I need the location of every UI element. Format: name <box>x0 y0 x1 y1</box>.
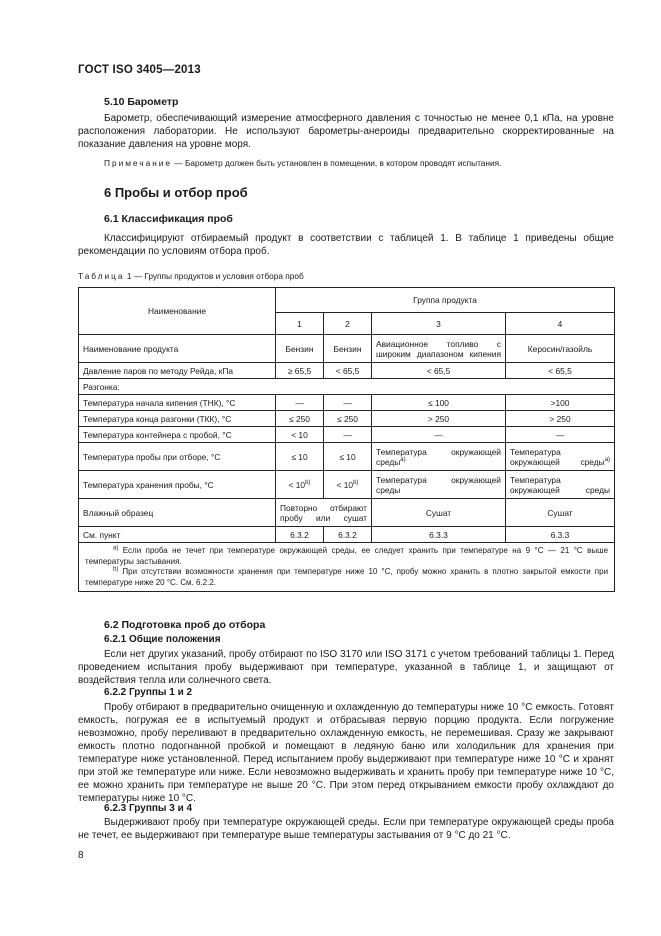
footnote-text: Если проба не течет при температуре окружающей среды, ее следует хранить при температуре на 9 °С — 21 °С выше температуры застывания. <box>85 546 609 566</box>
table-group-number: 1 <box>276 313 324 335</box>
cell-text: Температура окружающей среды <box>376 446 501 467</box>
note-text: — Барометр должен быть установлен в помещении, в котором проводят испытания. <box>172 158 502 168</box>
section-5-10-heading: 5.10 Барометр <box>104 96 179 108</box>
cell-text: < 10 <box>336 479 354 490</box>
table-cell-label: Наименование продукта <box>79 335 276 363</box>
table-row <box>79 335 615 363</box>
cell-text: < 10 <box>288 479 306 490</box>
table-head-name: Наименование <box>79 288 276 335</box>
table-cell: Температура окружающей среды <box>506 471 615 499</box>
table-row <box>79 411 615 427</box>
footnote-b <box>85 567 608 588</box>
table-cell: — <box>324 427 372 443</box>
cell-text: Температура окружающей среды <box>510 446 605 467</box>
footnote-a <box>85 546 608 567</box>
table-cell: < 65,5 <box>506 363 615 379</box>
table-cell: Сушат <box>372 499 506 527</box>
table-cell: 6.3.2 <box>276 527 324 543</box>
table-row <box>79 379 615 395</box>
section-6-2-2-heading: 6.2.2 Группы 1 и 2 <box>104 687 193 698</box>
table-row <box>79 471 615 499</box>
table-group-number: 4 <box>506 313 615 335</box>
table-cell: 6.3.3 <box>506 527 615 543</box>
table-cell: ≤ 100 <box>372 395 506 411</box>
table-row <box>79 527 615 543</box>
table-cell <box>324 471 372 499</box>
table-cell: < 65,5 <box>372 363 506 379</box>
table-cell: — <box>276 395 324 411</box>
table-cell-label: Влажный образец <box>79 499 276 527</box>
table-cell: < 65,5 <box>324 363 372 379</box>
table-cell: >100 <box>506 395 615 411</box>
table-cell: ≤ 250 <box>276 411 324 427</box>
note-label: Примечание <box>104 158 173 168</box>
table-row <box>79 443 615 471</box>
table-cell: ≤ 250 <box>324 411 372 427</box>
section-6-2-heading: 6.2 Подготовка проб до отбора <box>104 619 266 631</box>
table-cell: Бензин <box>276 335 324 363</box>
table-caption-label: Таблица <box>78 271 125 281</box>
table-head-group: Группа продукта <box>276 288 615 313</box>
table-cell: 6.3.2 <box>324 527 372 543</box>
section-6-2-1-heading: 6.2.1 Общие положения <box>104 634 221 645</box>
table-cell: ≤ 10 <box>324 443 372 471</box>
table-cell: ≤ 10 <box>276 443 324 471</box>
table-row <box>79 499 615 527</box>
table-footnotes <box>79 543 615 592</box>
table-cell: Сушат <box>506 499 615 527</box>
section-6-1-body: Классифицируют отбираемый продукт в соответствии с таблицей 1. В таблице 1 приведены общие рекомендации по условиям отбора проб. <box>78 233 614 257</box>
table-cell-label: Температура конца разгонки (ТКК), °С <box>79 411 276 427</box>
section-6-2-1-body: Если нет других указаний, пробу отбирают по ISO 3170 или ISO 3171 с учетом требований таблицы 1. Перед проведением испытания пробу выдерживают при температуре, указанной в таблице 1, и защищают от воздействия тепла или солнечного света. <box>78 649 614 686</box>
table-cell-label: Давление паров по методу Рейда, кПа <box>79 363 276 379</box>
table-cell: > 250 <box>372 411 506 427</box>
table-row <box>79 363 615 379</box>
table-cell <box>372 443 506 471</box>
table-1-caption <box>78 271 304 281</box>
section-6-1-heading: 6.1 Классификация проб <box>104 213 233 225</box>
table-cell-label: Температура контейнера с пробой, °С <box>79 427 276 443</box>
footnote-mark: b) <box>113 566 119 573</box>
table-cell: ≥ 65,5 <box>276 363 324 379</box>
page-number: 8 <box>78 850 84 861</box>
document-header: ГОСТ ISO 3405—2013 <box>78 64 201 76</box>
footnote-ref: а) <box>400 456 406 463</box>
table-cell: Температура окружающей среды <box>372 471 506 499</box>
table-group-number: 3 <box>372 313 506 335</box>
table-cell <box>276 471 324 499</box>
table-cell: — <box>372 427 506 443</box>
section-6-2-3-body: Выдерживают пробу при температуре окружающей среды. Если при температуре окружающей среды проба не течет, ее выдерживают при температуре выше температуры застывания от 9 °С до 21 °С. <box>78 817 614 841</box>
table-cell-label: См. пункт <box>79 527 276 543</box>
footnote-ref: а) <box>604 456 611 463</box>
table-cell: — <box>506 427 615 443</box>
table-cell: Бензин <box>324 335 372 363</box>
table-footnotes-row <box>79 543 615 592</box>
table-row <box>79 395 615 411</box>
table-cell-label: Температура начала кипения (ТНК), °С <box>79 395 276 411</box>
table-row <box>79 427 615 443</box>
table-group-number: 2 <box>324 313 372 335</box>
table-caption-text: 1 — Группы продуктов и условия отбора проб <box>124 271 304 281</box>
footnote-text: При отсутствии возможности хранения при температуре ниже 10 °С, пробу можно хранить в плотно закрытой емкости при температуре ниже 20 °С. См. 6.2.2. <box>85 567 609 587</box>
table-1 <box>78 287 615 592</box>
section-5-10-note <box>104 158 614 169</box>
table-cell <box>506 443 615 471</box>
table-cell: < 10 <box>276 427 324 443</box>
table-cell: > 250 <box>506 411 615 427</box>
footnote-mark: а) <box>113 545 119 552</box>
section-6-heading: 6 Пробы и отбор проб <box>104 185 248 200</box>
section-6-2-2-body: Пробу отбирают в предварительно очищенную и охлажденную до температуры ниже 10 °С емкость. Готовят емкость, погружая ее в испытуемый продукт и отбрасывая первую порцию продукта. Если погружение невозможно, пробу переливают в предварительно охлажденную емкость, не перемешивая. Сразу же закрывают емкость плотно подогнанной пробкой и помещают в ледяную баню или холодильник для хранения при температуре ниже установленной. Перед испытанием пробу выдерживают при температуре ниже 10 °С и хранят при этой же температуре или ниже. Если невозможно выдерживать и хранить пробу при температуре ниже 10 °С, ее можно хранить при температуре не выше 20 °С. При этом перед открыванием емкости пробу охлаждают до температуры ниже 10 °С. <box>78 702 614 804</box>
table-cell: Повторно отбирают пробу или сушат <box>276 499 372 527</box>
table-cell-label: Разгонка: <box>79 379 615 395</box>
table-cell-label: Температура хранения пробы, °С <box>79 471 276 499</box>
table-cell: 6.3.3 <box>372 527 506 543</box>
table-cell: Керосин/газойль <box>506 335 615 363</box>
table-cell: — <box>324 395 372 411</box>
section-5-10-body: Барометр, обеспечивающий измерение атмосферного давления с точностью не менее 0,1 кПа, на уровне расположения лаборатории. Не используют барометры-анероиды предварительно скорректированные на показание давления на уровне моря. <box>78 113 614 150</box>
footnote-ref: b) <box>305 479 311 486</box>
table-cell: Авиационное топливо с широким диапазоном кипения <box>372 335 506 363</box>
table-cell-label: Температура пробы при отборе, °С <box>79 443 276 471</box>
section-6-2-3-heading: 6.2.3 Группы 3 и 4 <box>104 803 193 814</box>
footnote-ref: b) <box>353 479 359 486</box>
